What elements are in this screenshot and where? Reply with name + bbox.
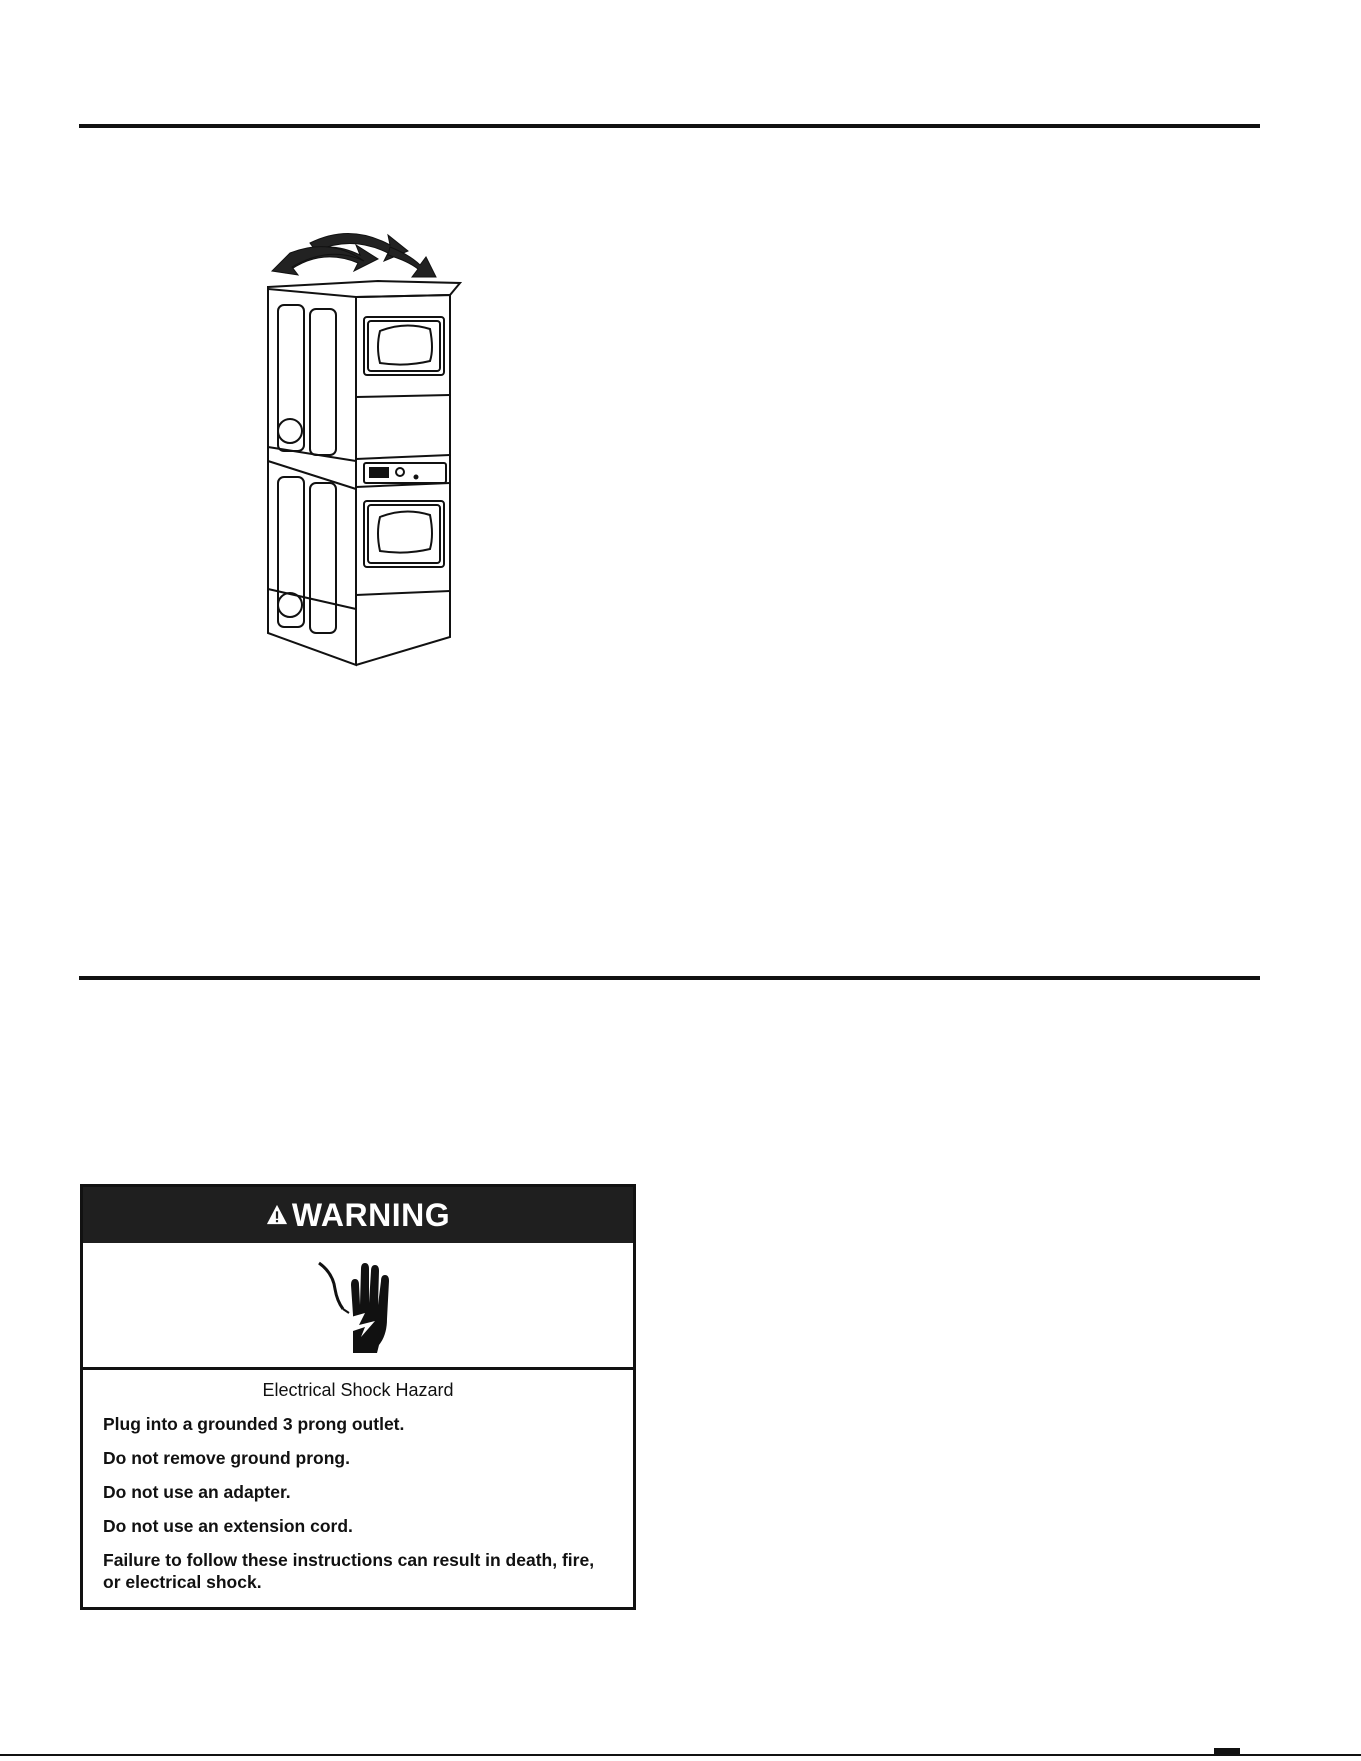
warning-line-grounded-outlet: Plug into a grounded 3 prong outlet. — [103, 1414, 405, 1434]
warning-header — [83, 1187, 633, 1243]
section-divider-middle — [79, 976, 1260, 980]
page-number-mark — [1214, 1748, 1240, 1754]
warning-line-adapter: Do not use an adapter. — [103, 1482, 291, 1502]
warning-icon-panel — [83, 1243, 633, 1370]
section-divider-top — [79, 124, 1260, 128]
warning-line-ground-prong: Do not remove ground prong. — [103, 1448, 350, 1468]
electrical-warning-box — [80, 1184, 636, 1610]
warning-body — [83, 1370, 633, 1593]
airflow-arrows-icon — [272, 233, 436, 277]
stacked-dryer-illustration — [260, 225, 500, 730]
warning-line-consequence: Failure to follow these instructions can result in death, fire, or electrical shock. — [103, 1550, 595, 1592]
warning-title: Electrical Shock Hazard — [262, 1380, 454, 1400]
warning-triangle-icon — [266, 1204, 288, 1226]
electrical-shock-hand-icon — [313, 1255, 403, 1355]
warning-line-extension-cord: Do not use an extension cord. — [103, 1516, 353, 1536]
warning-header-label: WARNING — [291, 1196, 451, 1233]
page-bottom-rule — [0, 1754, 1361, 1756]
